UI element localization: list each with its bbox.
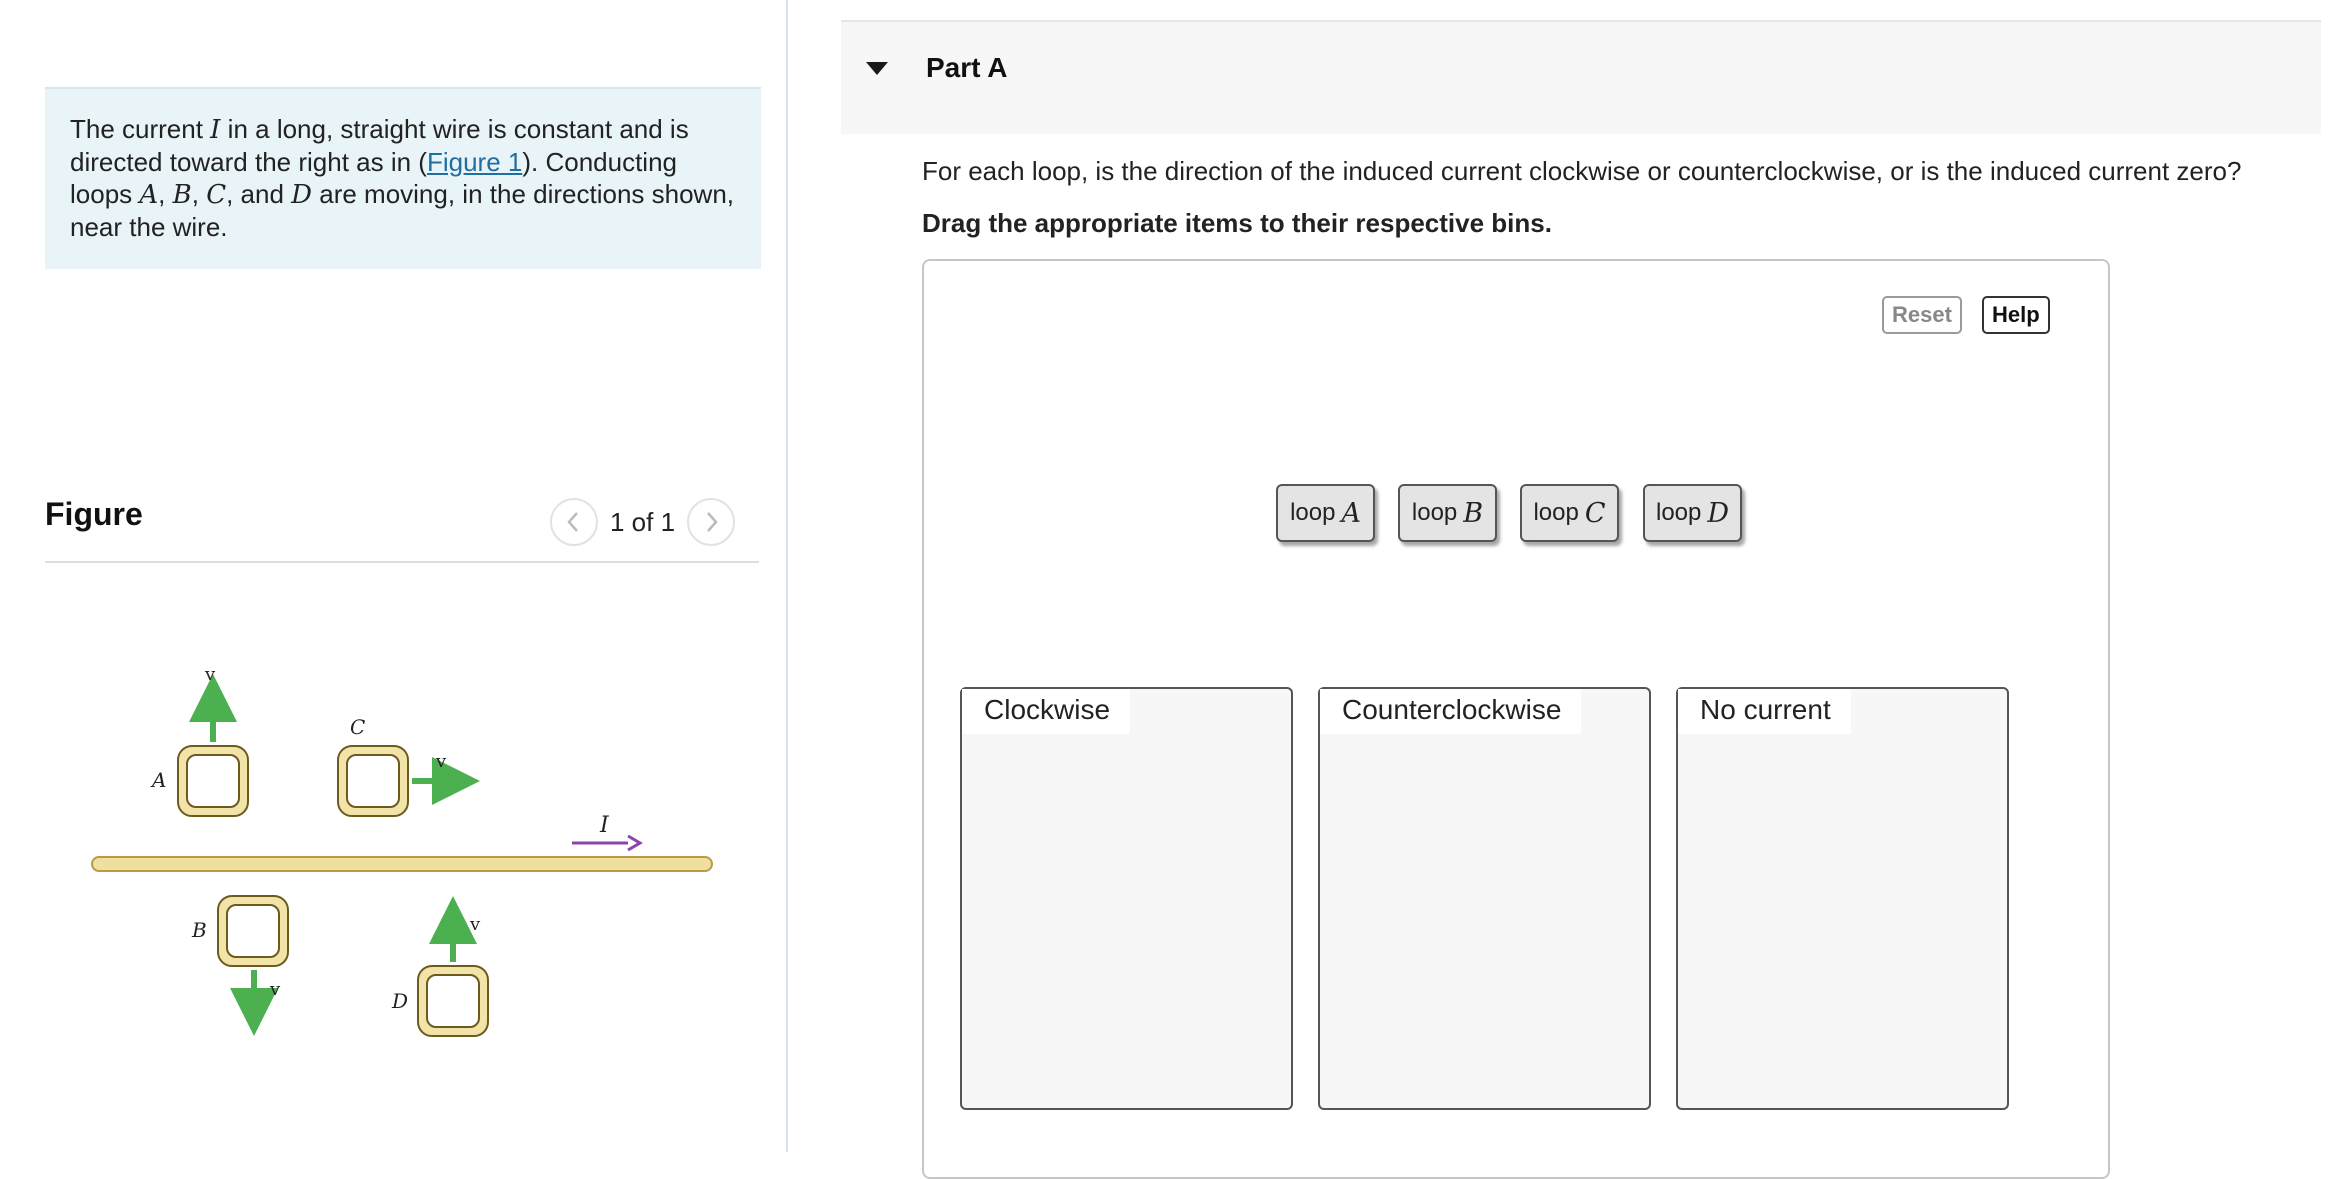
- bin-label: Counterclockwise: [1320, 689, 1581, 734]
- loop-label-a: A: [152, 768, 167, 792]
- var-a: A: [139, 180, 159, 210]
- token-var: C: [1584, 497, 1606, 529]
- problem-text: , and: [226, 179, 292, 209]
- wire: [92, 857, 712, 871]
- problem-text: The current: [70, 114, 211, 144]
- token-prefix: loop: [1655, 499, 1702, 526]
- bin-counterclockwise[interactable]: [1318, 687, 1651, 1110]
- chevron-left-icon[interactable]: [550, 498, 598, 546]
- token-loop-b[interactable]: [1398, 484, 1497, 542]
- token-var: A: [1341, 497, 1361, 529]
- loop-label-b: B: [192, 918, 207, 942]
- figure-pager: [550, 496, 735, 548]
- token-prefix: loop: [1411, 499, 1458, 526]
- var-current: I: [210, 115, 221, 145]
- var-d: D: [291, 180, 313, 210]
- current-arrowhead: [628, 836, 640, 850]
- problem-text: ,: [158, 179, 173, 209]
- left-panel: [0, 0, 786, 1152]
- instruction-text: Drag the appropriate items to their respective bins.: [922, 208, 1552, 238]
- current-label: I: [600, 813, 609, 838]
- column-divider: [786, 0, 788, 1152]
- problem-text: ). Conducting loops: [70, 147, 678, 209]
- figure-diagram: [80, 650, 740, 1050]
- help-button[interactable]: Help: [1982, 296, 2050, 334]
- problem-text: in a long, straight wire is constant and is directed toward the right as in (: [70, 114, 689, 177]
- chevron-right-icon[interactable]: [687, 498, 735, 546]
- part-title: Part A: [926, 52, 1008, 83]
- bin-no-current[interactable]: [1676, 687, 2009, 1110]
- bin-clockwise[interactable]: [960, 687, 1293, 1110]
- pager-text: 1 of 1: [610, 506, 676, 537]
- part-a-header[interactable]: [841, 20, 2321, 134]
- token-loop-d[interactable]: [1643, 484, 1742, 542]
- loop-label-d: D: [392, 989, 409, 1013]
- velocity-label-c: v: [436, 751, 447, 772]
- figure-divider: [45, 561, 759, 563]
- bin-label: Clockwise: [962, 689, 1130, 734]
- reset-button[interactable]: Reset: [1882, 296, 1962, 334]
- token-prefix: loop: [1290, 499, 1336, 526]
- velocity-label-a: v: [205, 664, 216, 685]
- token-loop-c[interactable]: [1520, 484, 1619, 542]
- token-loop-a[interactable]: [1276, 484, 1375, 542]
- loop-label-c: C: [350, 715, 366, 739]
- var-c: C: [206, 180, 227, 210]
- problem-text: ,: [191, 179, 207, 209]
- token-prefix: loop: [1533, 499, 1579, 526]
- caret-down-icon[interactable]: [866, 62, 888, 75]
- figure-link[interactable]: Figure 1: [426, 147, 523, 177]
- token-var: D: [1707, 497, 1730, 529]
- bin-label: No current: [1678, 689, 1851, 734]
- problem-text: are moving, in the directions shown, near the wire.: [70, 179, 735, 242]
- problem-statement: [45, 87, 761, 269]
- figure-title: Figure: [45, 496, 143, 532]
- question-text: For each loop, is the direction of the induced current clockwise or counterclockwise, or is the induced current zero?: [922, 156, 2242, 186]
- velocity-label-b: v: [270, 979, 281, 1000]
- token-var: B: [1463, 497, 1484, 529]
- var-b: B: [172, 180, 192, 210]
- velocity-label-d: v: [470, 914, 481, 935]
